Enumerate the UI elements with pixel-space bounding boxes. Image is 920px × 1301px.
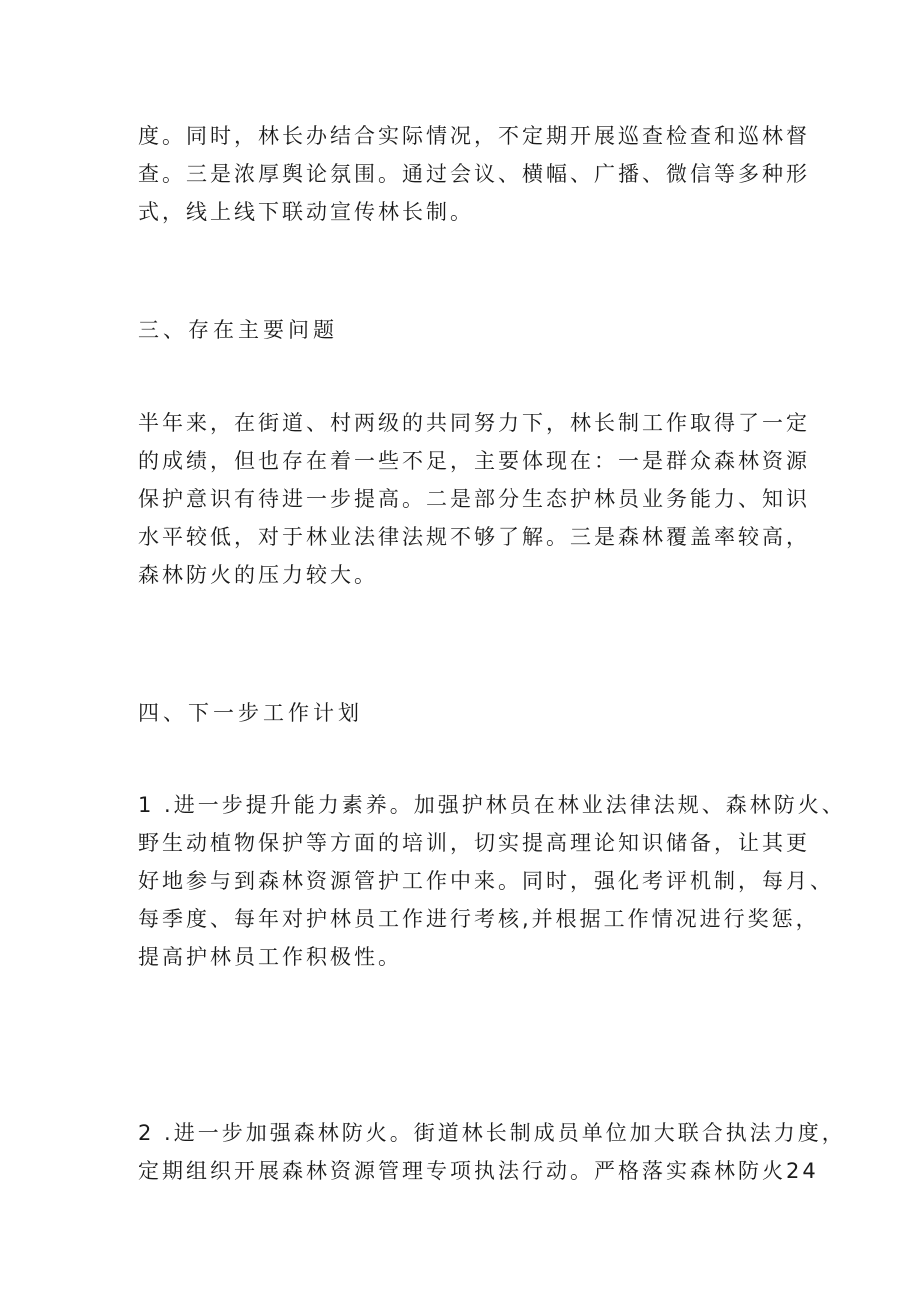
text-line: 水平较低，对于林业法律法规不够了解。三是森林覆盖率较高， xyxy=(138,525,810,549)
section-heading-main-problems: 三、存在主要问题 xyxy=(138,318,338,342)
text-line: 2 .进一步加强森林防火。街道林长制成员单位加大联合执法力度， xyxy=(138,1121,846,1145)
text-line: 查。三是浓厚舆论氛围。通过会议、横幅、广播、微信等多种形 xyxy=(138,162,810,186)
text-line: 定期组织开展森林资源管理专项执法行动。严格落实森林防火24 xyxy=(138,1159,819,1183)
paragraph-plan-item-1 xyxy=(138,786,846,976)
paragraph-publicity xyxy=(138,117,810,231)
text-line: 式，线上线下联动宣传林长制。 xyxy=(138,200,474,224)
paragraph-problems xyxy=(138,404,810,594)
text-line: 半年来，在街道、村两级的共同努力下，林长制工作取得了一定 xyxy=(138,411,810,435)
paragraph-plan-item-2 xyxy=(138,1114,846,1190)
text-line: 1 .进一步提升能力素养。加强护林员在林业法律法规、森林防火、 xyxy=(138,793,846,817)
text-line: 野生动植物保护等方面的培训，切实提高理论知识储备，让其更 xyxy=(138,831,810,855)
text-line: 每季度、每年对护林员工作进行考核,并根据工作情况进行奖惩， xyxy=(138,907,820,931)
text-line: 好地参与到森林资源管护工作中来。同时，强化考评机制，每月、 xyxy=(138,869,834,893)
text-line: 森林防火的压力较大。 xyxy=(138,563,378,587)
text-line: 保护意识有待进一步提高。二是部分生态护林员业务能力、知识 xyxy=(138,487,810,511)
text-line: 提高护林员工作积极性。 xyxy=(138,945,402,969)
text-line: 度。同时，林长办结合实际情况，不定期开展巡查检查和巡林督 xyxy=(138,124,810,148)
text-line: 的成绩，但也存在着一些不足，主要体现在：一是群众森林资源 xyxy=(138,449,810,473)
section-heading-next-steps: 四、下一步工作计划 xyxy=(138,701,363,725)
